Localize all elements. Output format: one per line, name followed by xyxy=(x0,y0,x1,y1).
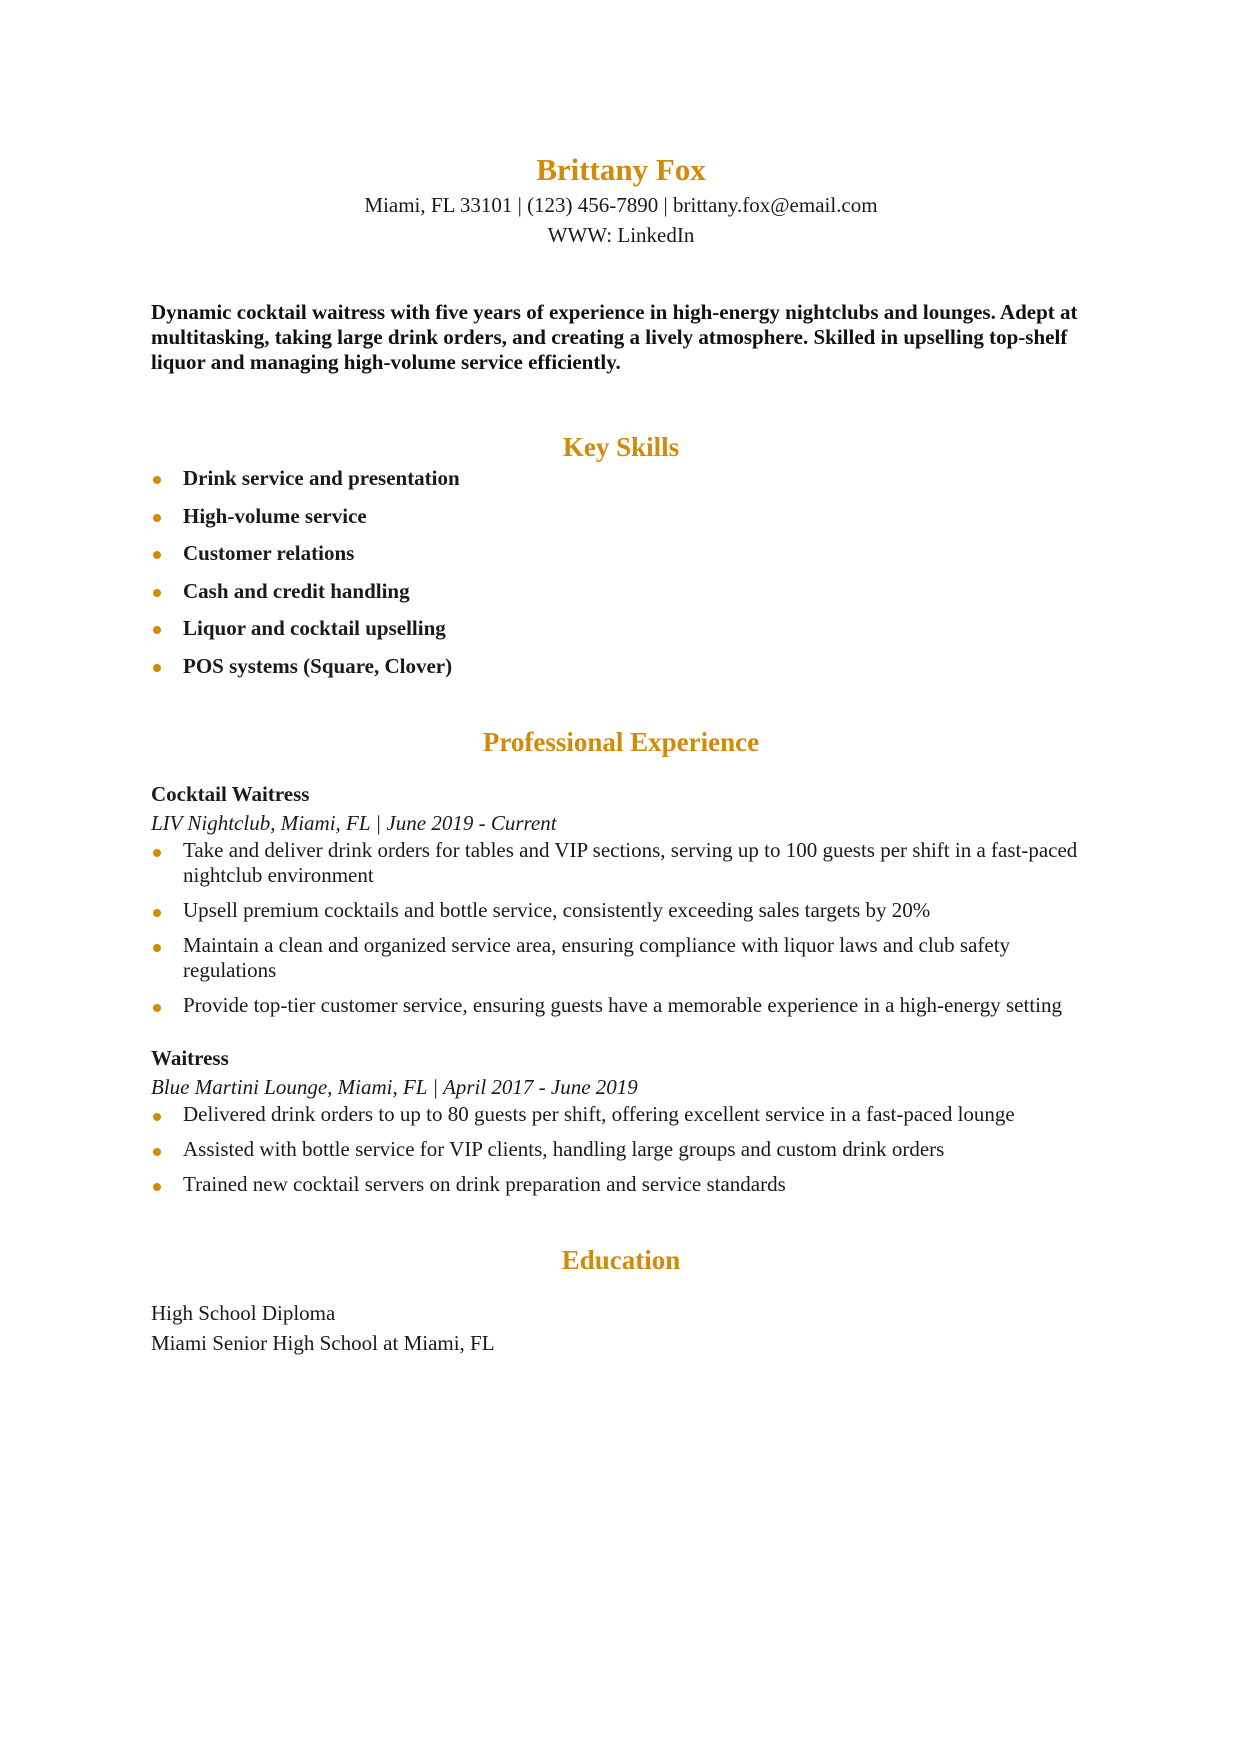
bullet-dot-icon xyxy=(153,944,161,952)
section-title-key-skills: Key Skills xyxy=(562,432,680,462)
job-duties-list xyxy=(151,1102,1091,1197)
bullet-dot-icon xyxy=(153,476,161,484)
education-degree: High School Diploma xyxy=(151,1300,336,1325)
bullet-dot-icon xyxy=(153,514,161,522)
bullet-dot-icon xyxy=(153,589,161,597)
job-entry xyxy=(151,1044,1091,1197)
professional-summary: Dynamic cocktail waitress with five years of experience in high-energy nightclubs and lounges. Adept at multitasking, taking large drink orders, and creating a lively atmosphere. Skilled in upselling top-shelf liquor and managing high-volume service efficiently. xyxy=(151,300,1078,374)
duty-item: Provide top-tier customer service, ensuring guests have a memorable experience in a high-energy setting xyxy=(151,993,1091,1018)
duty-item: Delivered drink orders to up to 80 guests per shift, offering excellent service in a fast-paced lounge xyxy=(151,1102,1091,1127)
job-duties-list xyxy=(151,838,1091,1018)
candidate-name: Brittany Fox xyxy=(536,152,706,187)
skill-item: Liquor and cocktail upselling xyxy=(151,615,1091,642)
duty-item: Trained new cocktail servers on drink preparation and service standards xyxy=(151,1172,1091,1197)
bullet-dot-icon xyxy=(153,849,161,857)
skill-item: Drink service and presentation xyxy=(151,465,1091,492)
duty-item: Assisted with bottle service for VIP clients, handling large groups and custom drink orders xyxy=(151,1137,1091,1162)
skill-item: Customer relations xyxy=(151,540,1091,567)
job-employer-dates: Blue Martini Lounge, Miami, FL | April 2017 - June 2019 xyxy=(151,1074,638,1099)
section-title-education: Education xyxy=(561,1244,681,1275)
bullet-dot-icon xyxy=(153,1183,161,1191)
resume-page xyxy=(151,150,1091,1358)
bullet-dot-icon xyxy=(153,909,161,917)
bullet-dot-icon xyxy=(153,1148,161,1156)
duty-item: Upsell premium cocktails and bottle service, consistently exceeding sales targets by 20% xyxy=(151,898,1091,923)
skill-item: High-volume service xyxy=(151,503,1091,530)
section-title-professional-experience: Professional Experience xyxy=(482,726,760,757)
job-employer-dates: LIV Nightclub, Miami, FL | June 2019 - Current xyxy=(151,810,557,835)
bullet-dot-icon xyxy=(153,664,161,672)
skill-item: POS systems (Square, Clover) xyxy=(151,653,1091,680)
education-entry xyxy=(151,1298,1091,1358)
job-entry xyxy=(151,780,1091,1018)
skill-item: Cash and credit handling xyxy=(151,578,1091,605)
duty-item: Maintain a clean and organized service area, ensuring compliance with liquor laws and club safety regulations xyxy=(151,933,1091,983)
contact-line: Miami, FL 33101 | (123) 456-7890 | brittany.fox@email.com xyxy=(364,193,878,217)
job-title: Cocktail Waitress xyxy=(151,781,310,806)
bullet-dot-icon xyxy=(153,551,161,559)
bullet-dot-icon xyxy=(153,1004,161,1012)
education-school: Miami Senior High School at Miami, FL xyxy=(151,1330,495,1355)
bullet-dot-icon xyxy=(153,1113,161,1121)
web-line: WWW: LinkedIn xyxy=(547,223,695,247)
job-title: Waitress xyxy=(151,1045,229,1070)
duty-item: Take and deliver drink orders for tables and VIP sections, serving up to 100 guests per shift in a fast-paced nightclub environment xyxy=(151,838,1091,888)
skills-list xyxy=(151,465,1091,680)
bullet-dot-icon xyxy=(153,626,161,634)
